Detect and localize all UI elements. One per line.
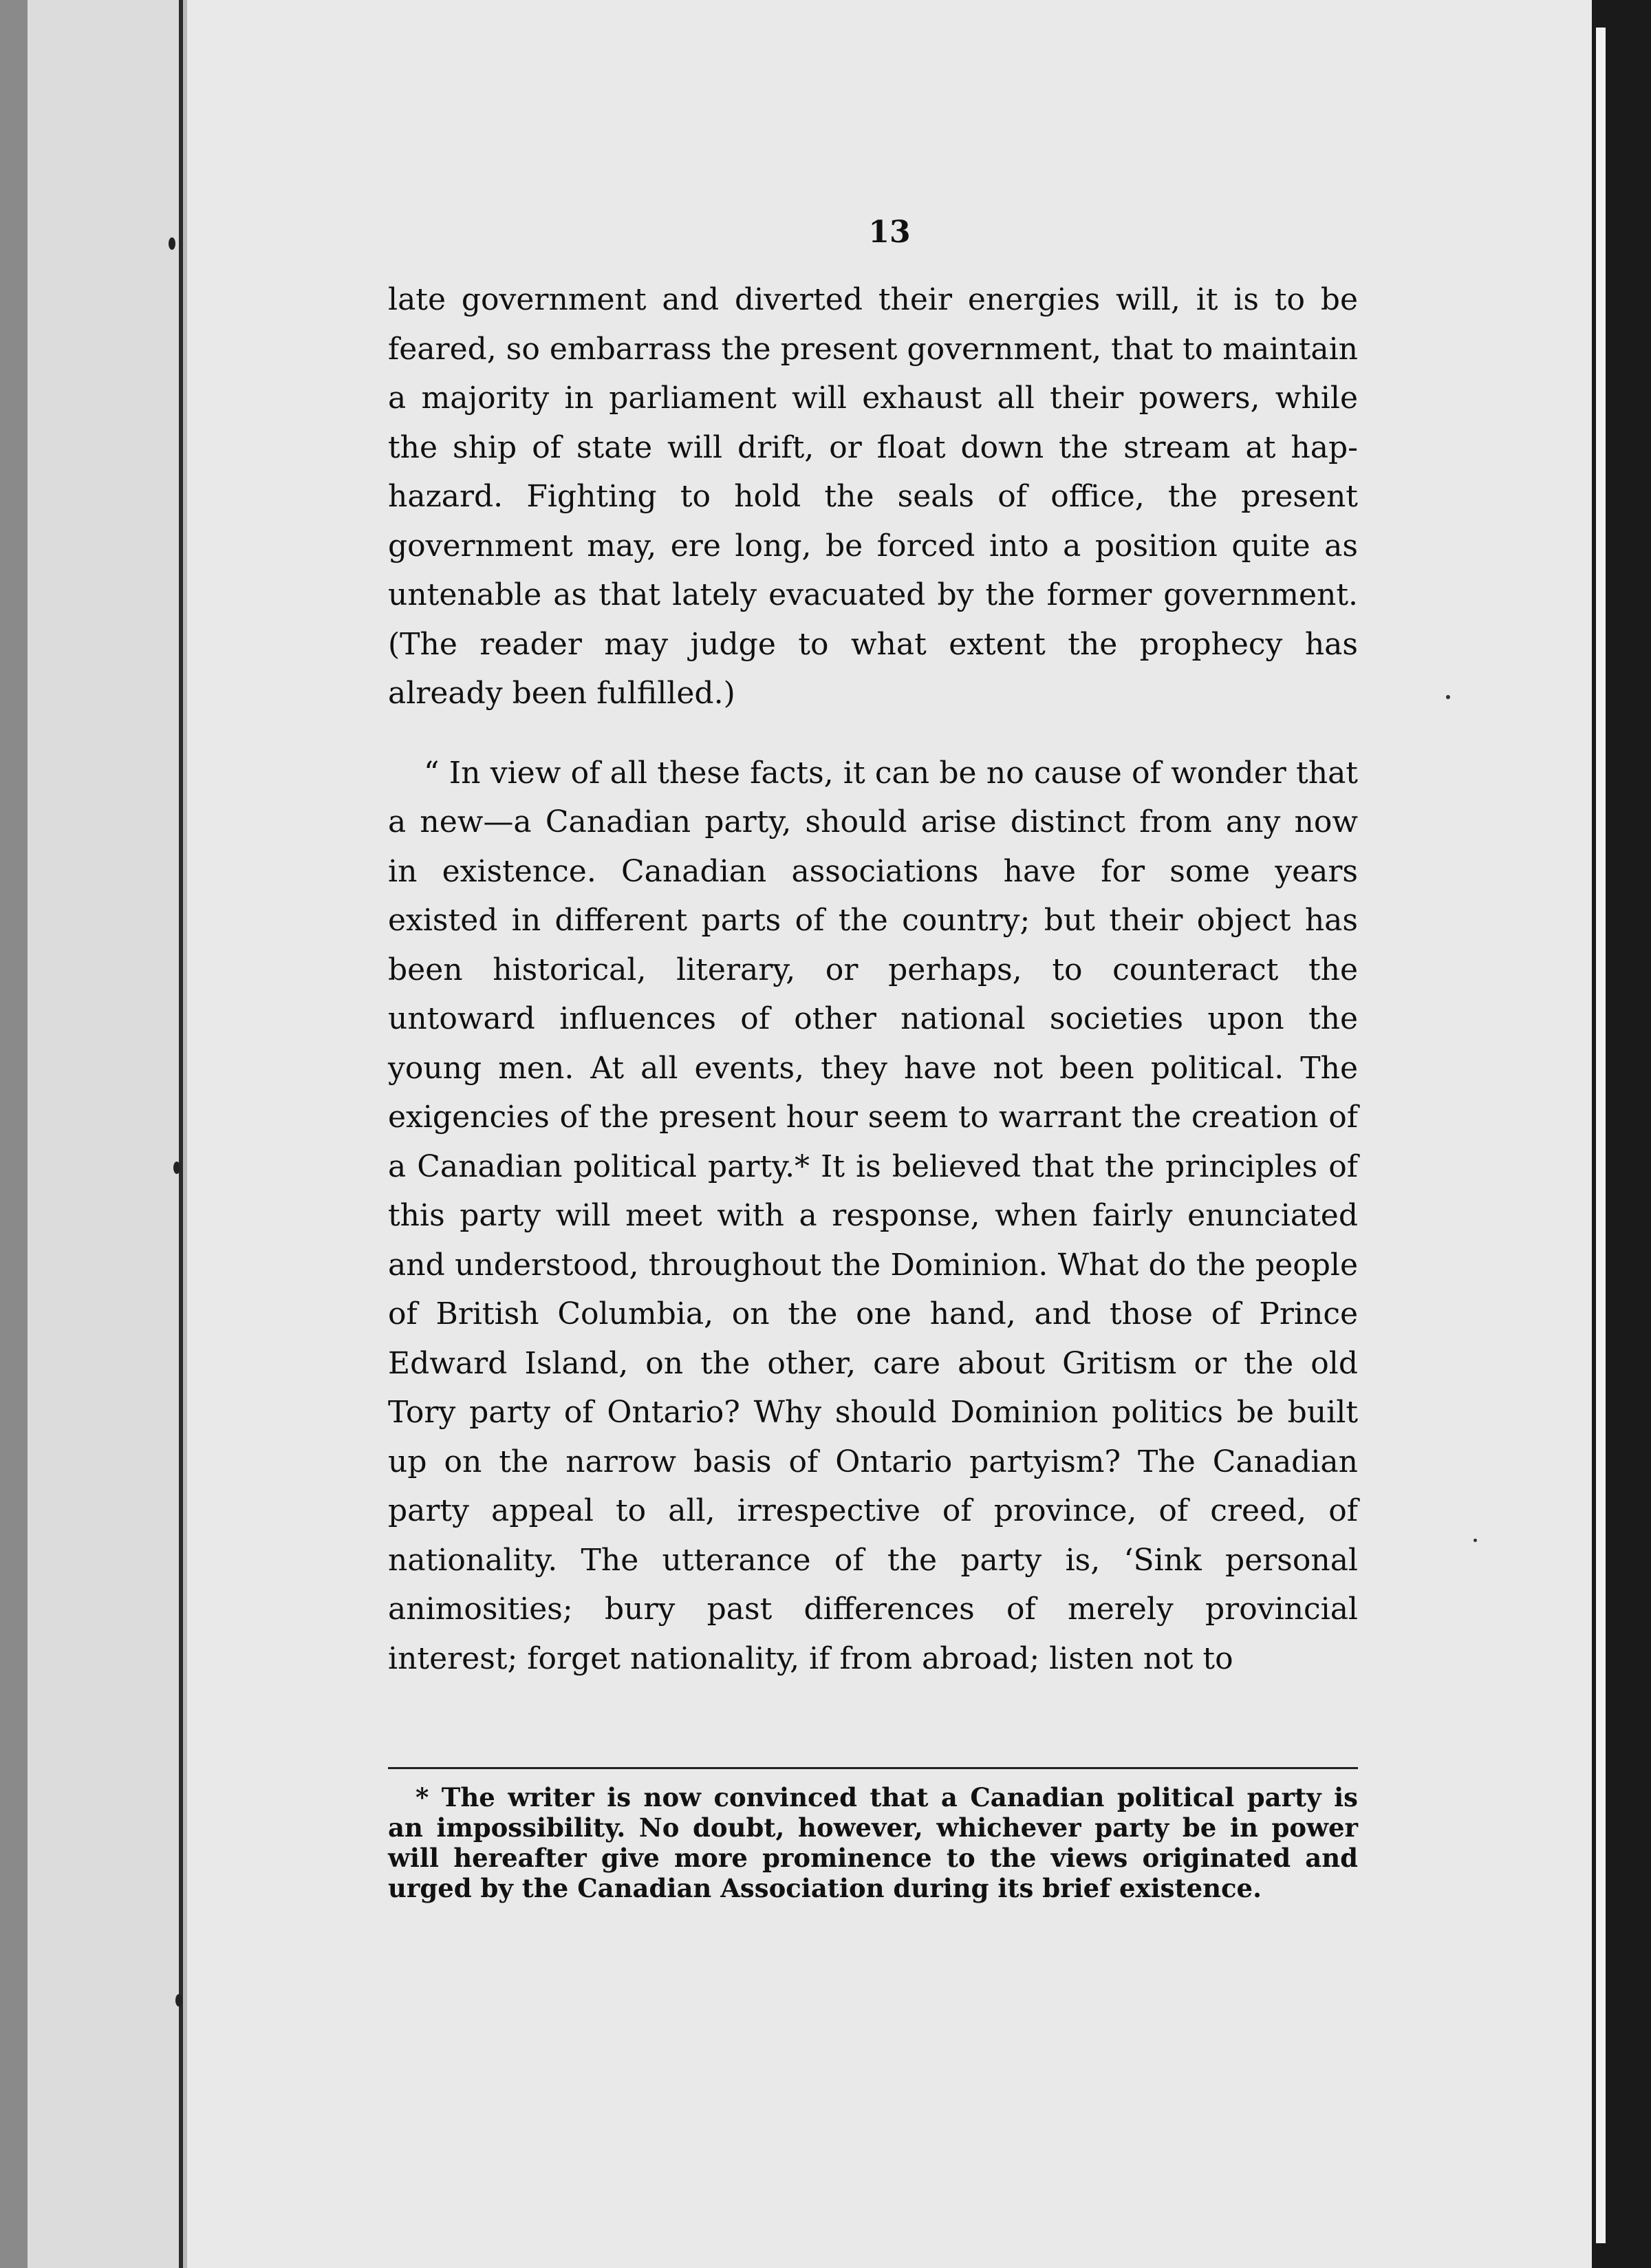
right-page-edge — [1592, 0, 1651, 2268]
footnote: * The writer is now convinced that a Canadian political party is an impossibility. No doubt, however, whichever party be in power will hereafter give more prominence to the views originated and urged by the Canadian Association during its brief existence. — [388, 1782, 1358, 1903]
paragraph-2: “ In view of all these facts, it can be no cause of wonder that a new—a Canadian party, should arise distinct from any now in existence. Canadian associations have for some years existed in different parts of the country; but their object has been historical, literary, or perhaps, to counteract the untoward influences of other national societies upon the young men. At all events, they have not been political. The exigencies of the present hour seem to warrant the creation of a Canadian political party.* It is believed that the principles of this party will meet with a response, when fairly enunciated and understood, throughout the Dominion. What do the people of British Columbia, on the one hand, and those of Prince Edward Island, on the other, care about Gritism or the old Tory party of Ontario? Why should Dominion politics be built up on the narrow basis of Ontario partyism? The Canadian party appeal to all, irrespective of province, of creed, of nationality. The utterance of the party is, ‘Sink personal animosities; bury past differences of merely provincial interest; forget nationality, if from abroad; listen not to — [388, 755, 1358, 1676]
page-number: 13 — [868, 215, 911, 250]
book-page — [187, 0, 1592, 2268]
footnote-divider — [388, 1767, 1358, 1769]
previous-leaf-edge — [28, 0, 183, 2268]
scan-gutter — [0, 0, 28, 2268]
body-text — [388, 275, 1358, 1683]
scan-speck — [1474, 1539, 1477, 1542]
leaf-speck — [169, 237, 175, 250]
scan-speck — [1446, 695, 1450, 699]
page-edge-line — [1596, 28, 1606, 2243]
leaf-speck — [175, 1994, 182, 2007]
leaf-speck — [173, 1162, 180, 1174]
paragraph-1: late government and diverted their energies will, it is to be feared, so embarrass the present government, that to maintain a majority in parliament will exhaust all their powers, while the ship of state will drift, or float down the stream at hap-hazard. Fighting to hold the seals of office, the present government may, ere long, be forced into a position quite as untenable as that lately evacuated by the former government. (The reader may judge to what extent the prophecy has already been fulfilled.) — [388, 282, 1358, 711]
